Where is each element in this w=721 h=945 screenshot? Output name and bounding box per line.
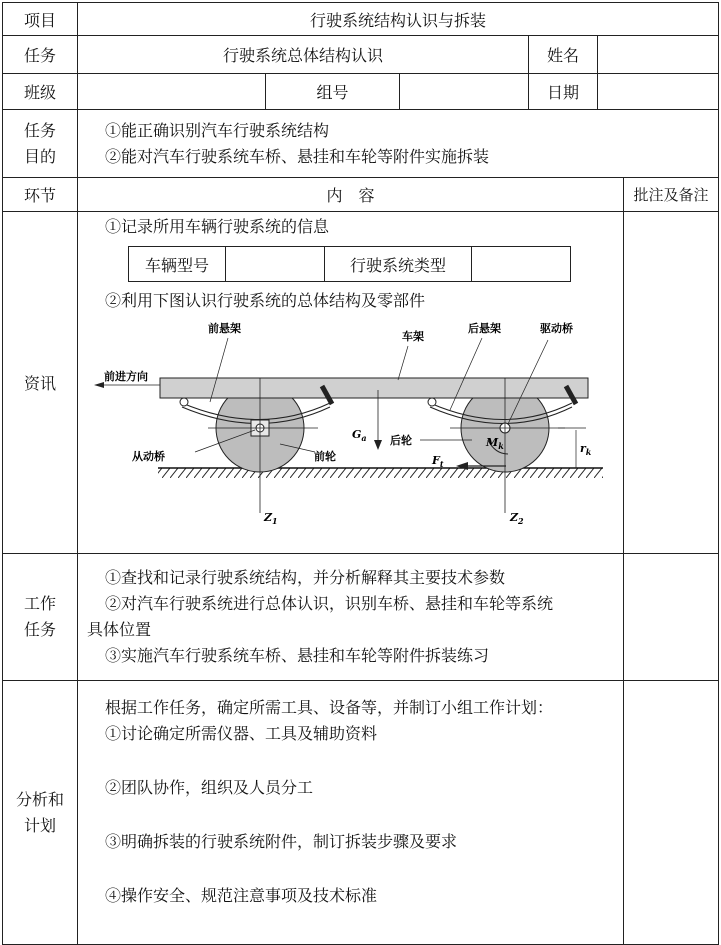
- symbol-z1: $Z_1$: [264, 511, 278, 526]
- label-rear-suspension: 后悬架: [468, 322, 501, 335]
- column-header-stage: 环节: [3, 178, 78, 212]
- info-item-1: ①记录所用车辆行驶系统的信息: [105, 217, 330, 236]
- vehicle-model-value[interactable]: [226, 247, 325, 282]
- symbol-rk: $r_k$: [580, 442, 592, 457]
- plan-label-line1: 分析和: [15, 789, 64, 809]
- ga-arrow-head: [374, 440, 382, 450]
- label-front-wheel: 前轮: [314, 450, 336, 463]
- column-header-notes: 批注及备注: [624, 178, 719, 212]
- symbol-z2: $Z_2$: [510, 511, 524, 526]
- symbol-mk: $M_k$: [486, 436, 504, 451]
- leader-frame: [398, 346, 408, 380]
- class-label: 班级: [3, 74, 78, 110]
- info-content: [78, 212, 624, 554]
- objective-content: [78, 110, 719, 178]
- ground-hatch: [158, 468, 603, 478]
- group-value[interactable]: [400, 74, 529, 110]
- work-content: [78, 554, 624, 681]
- label-rear-wheel: 后轮: [390, 434, 412, 447]
- symbol-ft: $F_t$: [432, 454, 444, 469]
- rear-spring-eye: [428, 398, 436, 406]
- vehicle-model-label: 车辆型号: [129, 247, 226, 282]
- name-value[interactable]: [598, 36, 719, 74]
- group-label: 组号: [266, 74, 400, 110]
- objective-label-line2: 目的: [23, 146, 56, 166]
- info-notes[interactable]: [624, 212, 719, 554]
- running-system-diagram: [90, 318, 610, 533]
- project-label: 项目: [3, 3, 78, 36]
- front-spring-eye: [180, 398, 188, 406]
- plan-intro: 根据工作任务，确定所需工具、设备等，并制订小组工作计划：: [105, 698, 554, 717]
- label-drive-axle: 驱动桥: [540, 322, 573, 335]
- system-type-label: 行驶系统类型: [325, 247, 472, 282]
- plan-label: [3, 681, 78, 945]
- plan-notes[interactable]: [624, 681, 719, 945]
- date-label: 日期: [529, 74, 598, 110]
- objective-item-1: ①能正确识别汽车行驶系统结构: [105, 120, 330, 140]
- info-item-2: ②利用下图认识行驶系统的总体结构及零部件: [105, 291, 426, 310]
- plan-item-1: ①讨论确定所需仪器、工具及辅助资料: [105, 724, 378, 743]
- label-driven-axle: 从动桥: [132, 450, 165, 463]
- forward-arrow-head: [94, 382, 104, 388]
- info-label: 资讯: [3, 212, 78, 554]
- plan-item-4: ④操作安全、规范注意事项及技术标准: [105, 886, 378, 905]
- objective-label-line1: 任务: [23, 120, 56, 140]
- vehicle-info-table: [128, 246, 571, 282]
- task-value: 行驶系统总体结构认识: [78, 36, 529, 74]
- label-forward-direction: 前进方向: [104, 370, 148, 383]
- name-label: 姓名: [529, 36, 598, 74]
- date-value[interactable]: [598, 74, 719, 110]
- frame-shape: [160, 378, 588, 398]
- work-label-line1: 工作: [23, 594, 56, 613]
- project-value: 行驶系统结构认识与拆装: [78, 3, 719, 36]
- work-notes[interactable]: [624, 554, 719, 681]
- system-type-value[interactable]: [472, 247, 571, 282]
- plan-item-3: ③明确拆装的行驶系统附件，制订拆装步骤及要求: [105, 832, 458, 851]
- work-label: [3, 554, 78, 681]
- worksheet-table: [2, 2, 719, 945]
- label-front-suspension: 前悬架: [208, 322, 241, 335]
- objective-label: [3, 110, 78, 178]
- plan-item-2: ②团队协作，组织及人员分工: [105, 778, 314, 797]
- plan-content: [78, 681, 624, 945]
- work-item-3: ③实施汽车行驶系统车桥、悬挂和车轮等附件拆装练习: [105, 646, 490, 665]
- task-label: 任务: [3, 36, 78, 74]
- symbol-ga: $G_a$: [352, 428, 367, 443]
- plan-label-line2: 计划: [23, 815, 56, 835]
- work-item-1: ①查找和记录行驶系统结构，并分析解释其主要技术参数: [105, 568, 506, 587]
- worksheet: [2, 2, 718, 942]
- class-value[interactable]: [78, 74, 266, 110]
- objective-item-2: ②能对汽车行驶系统车桥、悬挂和车轮等附件实施拆装: [105, 146, 490, 166]
- work-label-line2: 任务: [23, 620, 56, 639]
- work-item-2: ②对汽车行驶系统进行总体认识，识别车桥、悬挂和车轮等系统: [105, 594, 554, 613]
- label-frame: 车架: [402, 330, 424, 343]
- work-item-2-cont: 具体位置: [87, 620, 152, 639]
- column-header-content: 内 容: [78, 178, 624, 212]
